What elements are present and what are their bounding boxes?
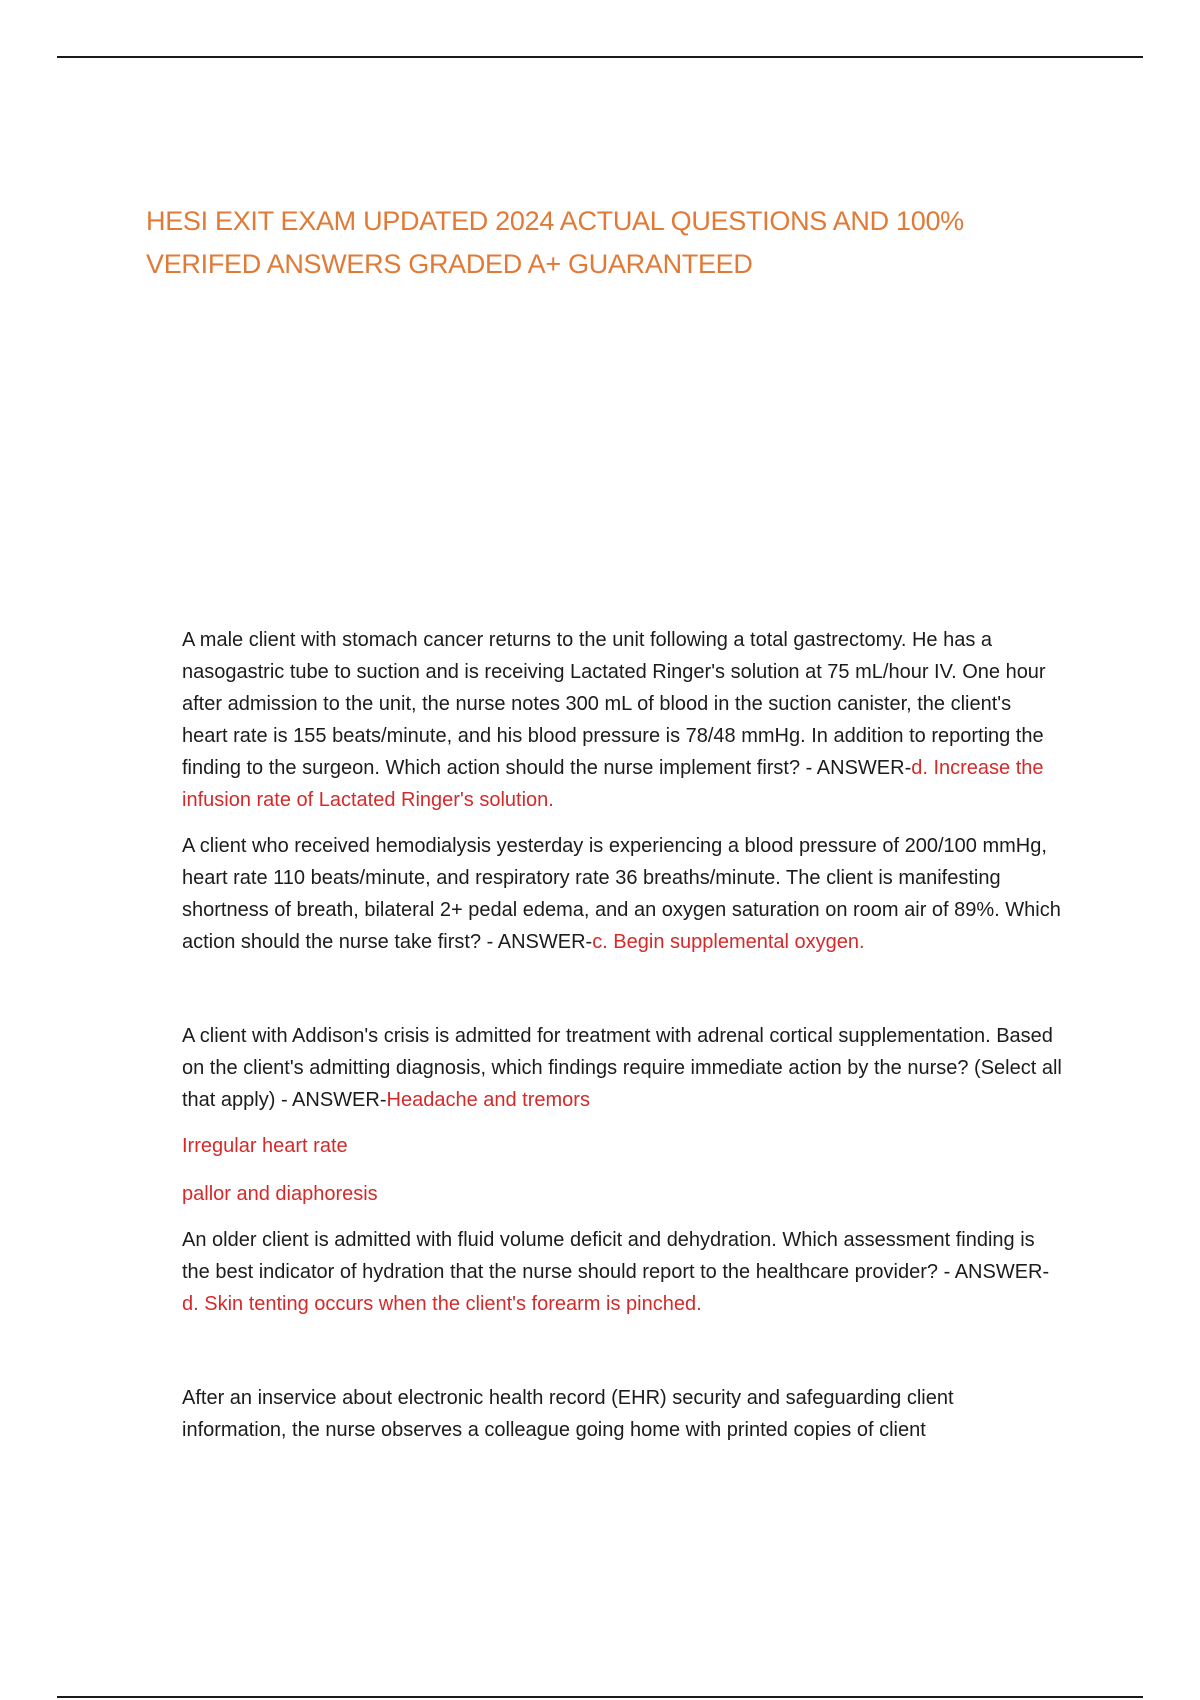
question-text: After an inservice about electronic health record (EHR) security and safeguarding client information, the nurse observes a colleague going home with printed copies of client: [182, 1387, 954, 1441]
question-text: A client who received hemodialysis yesterday is experiencing a blood pressure of 200/100 mmHg, heart rate 110 beats/minute, and respiratory rate 36 breaths/minute. The client is manifesting shortness of breath, bilateral 2+ pedal edema, and an oxygen saturation on room air of 89%. Which action should the nurse take first? - ANSWER-: [182, 835, 1061, 953]
question-text: A male client with stomach cancer returns to the unit following a total gastrectomy. He has a nasogastric tube to suction and is receiving Lactated Ringer's solution at 75 mL/hour IV. One hour after admission to the unit, the nurse notes 300 mL of blood in the suction canister, the client's heart rate is 155 beats/minute, and his blood pressure is 78/48 mmHg. In addition to reporting the finding to the surgeon. Which action should the nurse implement first? - ANSWER-: [182, 629, 1046, 779]
answer-text: Headache and tremors: [386, 1089, 590, 1111]
question-5: [182, 1382, 1062, 1446]
top-rule: [57, 56, 1143, 58]
question-text: An older client is admitted with fluid volume deficit and dehydration. Which assessment finding is the best indicator of hydration that the nurse should report to the healthcare provider? - ANSWER-: [182, 1229, 1050, 1283]
extra-answer-2: pallor and diaphoresis: [182, 1183, 378, 1205]
question-1: [182, 624, 1062, 816]
question-2: [182, 830, 1062, 958]
extra-answer-1: Irregular heart rate: [182, 1135, 348, 1157]
bottom-rule: [57, 1696, 1143, 1698]
question-4: [182, 1224, 1062, 1320]
question-list: [182, 624, 1062, 1446]
question-3: [182, 1020, 1062, 1116]
answer-text: c. Begin supplemental oxygen.: [592, 931, 865, 953]
document-title: [146, 200, 1046, 286]
answer-text: d. Increase the infusion rate of Lactated Ringer's solution.: [182, 757, 1044, 811]
title-line-1: HESI EXIT EXAM UPDATED 2024 ACTUAL QUESTIONS AND 100%: [146, 206, 964, 236]
answer-text: d. Skin tenting occurs when the client's forearm is pinched.: [182, 1293, 702, 1315]
title-line-2: VERIFED ANSWERS GRADED A+ GUARANTEED: [146, 249, 753, 279]
question-text: A client with Addison's crisis is admitted for treatment with adrenal cortical supplementation. Based on the client's admitting diagnosis, which findings require immediate action by the nurse? (Select all that apply) - ANSWER-: [182, 1025, 1062, 1111]
